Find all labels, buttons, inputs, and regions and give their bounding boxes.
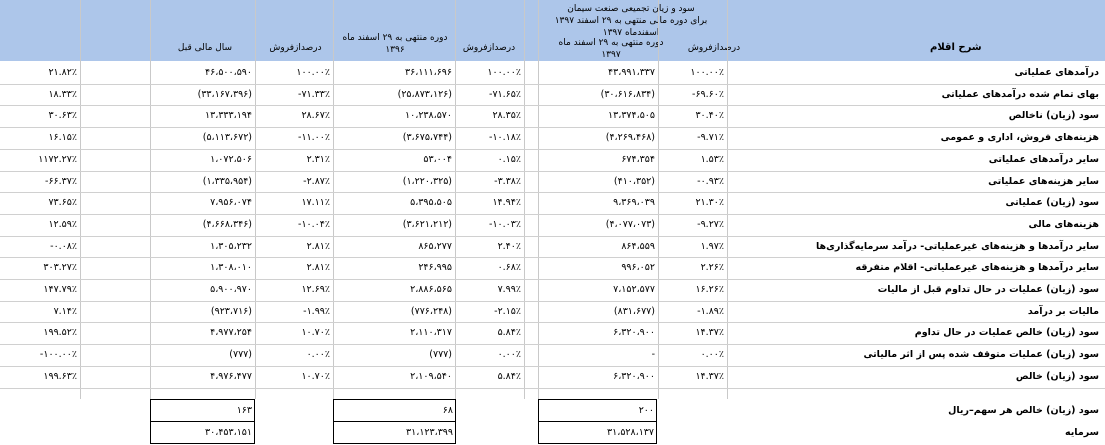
prev-pct-cell: ۲.۸۱٪: [306, 262, 330, 274]
pct-1397-cell: -۱.۸۹٪: [697, 305, 724, 317]
value-1397-cell: (۸۳۱،۶۷۷): [613, 305, 655, 317]
prev-pct-cell: ۱۲.۶۹٪: [301, 284, 330, 295]
row-label: سود (زیان) عملیاتی: [1005, 197, 1099, 209]
prev-value-cell: (۷۷۷): [229, 349, 252, 361]
value-1396-cell: ۸۶۵،۲۷۷: [418, 240, 452, 252]
change-cell: -۱۰۰.۰۰٪: [39, 349, 77, 361]
value-1397-cell: (۳۰،۶۱۶،۸۳۴): [600, 88, 655, 100]
prev-pct-cell: ۲.۳۱٪: [306, 153, 330, 165]
row-label: بهای تمام شده درآمدهای عملیاتی: [941, 88, 1099, 100]
row-label: سود (زیان) ناخالص: [1008, 110, 1099, 122]
change-cell: ۱۹۹.۵۲٪: [43, 327, 77, 339]
pct-1397-cell: -۶۹.۶۰٪: [692, 88, 724, 100]
prev-value-cell: ۴۶،۵۰۰،۵۹۰: [205, 67, 252, 78]
pct-1397-cell: ۲۱.۳۰٪: [695, 197, 724, 209]
value-1396-cell: (۱،۲۲۰،۳۲۵): [402, 175, 452, 187]
row-label: مالیات بر درآمد: [1027, 305, 1099, 317]
footer-label: سود (زیان) خالص هر سهم–ریال: [948, 405, 1099, 416]
prev-value-cell: ۱،۳۰۸،۰۱۰: [210, 262, 252, 274]
value-1396-cell: (۳،۶۲۱،۲۱۲): [402, 218, 452, 230]
pct-1397-cell: ۱۴.۳۷٪: [695, 327, 724, 339]
pct-1397-cell: ۳۰.۴۰٪: [695, 110, 724, 122]
column-header-items: شرح اقلام: [930, 42, 982, 53]
prev-value-cell: (۳۳،۱۶۷،۳۹۶): [197, 88, 252, 100]
footer-value-prev: ۱۶۳: [236, 405, 252, 416]
pct-1396-cell: ۷.۹۹٪: [497, 284, 521, 295]
prev-value-cell: ۱۳،۳۳۳،۱۹۴: [205, 110, 252, 122]
footer-value-1396: ۳۱،۱۲۳،۳۹۹: [406, 427, 453, 438]
pct-1396-cell: ۲.۴۰٪: [497, 240, 521, 252]
row-label: سود (زیان) خالص: [1015, 370, 1099, 382]
value-1396-cell: (۷۷۷): [429, 349, 452, 361]
pct-1397-cell: ۱۶.۲۶٪: [695, 284, 724, 295]
pct-1397-cell: ۱.۵۳٪: [700, 153, 724, 165]
footer-value-1397: ۲۰۰: [638, 405, 654, 416]
value-1396-cell: ۵۳،۰۰۴: [423, 153, 452, 165]
change-cell: ۳۰.۶۳٪: [48, 110, 77, 122]
value-1396-cell: (۷۷۶،۲۴۸): [410, 305, 452, 317]
pct-1396-cell: ۰.۱۵٪: [497, 153, 521, 165]
prev-value-cell: (۱،۳۳۵،۹۵۴): [202, 175, 252, 187]
prev-pct-cell: ۱۷.۱۱٪: [301, 197, 330, 209]
prev-pct-cell: ۱۰.۷۰٪: [301, 370, 330, 382]
pct-1397-cell: ۰.۰۰٪: [700, 349, 724, 361]
prev-pct-cell: -۲.۸۷٪: [303, 175, 330, 187]
pct-1397-cell: ۱۰۰.۰۰٪: [690, 67, 724, 78]
change-cell: ۱۲.۵۹٪: [48, 218, 77, 230]
pct-1396-cell: ۱۴.۹۴٪: [492, 197, 521, 209]
column-header-pct-1397: درصدازفروش: [687, 43, 741, 53]
value-1396-cell: ۵،۳۹۵،۵۰۵: [410, 197, 452, 209]
pct-1396-cell: -۱۰.۰۳٪: [489, 218, 521, 230]
col-1396-line1: دوره منتهی به ۲۹ اسفند ماه: [342, 33, 448, 43]
value-1396-cell: (۳،۶۷۵،۷۴۴): [402, 132, 452, 144]
change-cell: -۶۶.۳۷٪: [45, 175, 77, 187]
pct-1396-cell: ۵.۸۴٪: [497, 370, 521, 382]
value-1396-cell: ۳۶،۱۱۱،۶۹۶: [405, 67, 452, 78]
row-label: سود (زیان) عملیات در حال تداوم قبل از مالیات: [877, 284, 1099, 295]
change-cell: ۱۴۷.۷۹٪: [43, 284, 77, 295]
change-cell: ۲۱.۸۲٪: [48, 67, 77, 78]
value-1396-cell: ۲،۸۸۶،۵۶۵: [410, 284, 452, 295]
change-cell: ۷۳.۶۵٪: [48, 197, 77, 209]
value-1396-cell: ۲،۱۱۰،۳۱۷: [410, 327, 452, 339]
grid-line: [0, 388, 1105, 389]
value-1397-cell: (۴،۰۷۷،۰۷۳): [605, 218, 655, 230]
prev-value-cell: ۱،۳۰۵،۲۳۲: [210, 240, 252, 252]
value-1397-cell: ۴۳،۹۹۱،۳۳۷: [608, 67, 655, 78]
footer-value-1396: ۶۸: [442, 405, 453, 416]
value-1397-cell: ۶۷۴،۳۵۴: [621, 153, 655, 165]
prev-value-cell: ۴،۹۷۶،۴۷۷: [210, 370, 252, 382]
row-label: درآمدهای عملیاتی: [1014, 67, 1099, 78]
report-title: [538, 3, 724, 39]
grid-line: [524, 0, 525, 399]
prev-value-cell: (۵،۱۱۳،۶۷۲): [202, 132, 252, 144]
prev-value-cell: (۴،۶۶۸،۳۴۶): [202, 218, 252, 230]
value-1397-cell: ۹،۳۶۹،۰۳۹: [613, 197, 655, 209]
column-header-1397: [538, 37, 684, 61]
row-label: سایر درآمدهای عملیاتی: [988, 153, 1099, 165]
grid-line: [80, 0, 81, 399]
prev-pct-cell: ۰.۰۰٪: [306, 349, 330, 361]
pct-1397-cell: -۹.۷۱٪: [697, 132, 724, 144]
value-1397-cell: ۷،۱۵۲،۵۷۷: [613, 284, 655, 295]
prev-pct-cell: -۷۱.۳۳٪: [298, 88, 330, 100]
column-header-pct-prev: درصدازفروش: [269, 43, 322, 53]
prev-value-cell: ۷،۹۵۶،۰۷۴: [210, 197, 252, 209]
column-header-prev: سال مالی قبل: [177, 43, 233, 53]
pct-1397-cell: -۰.۹۳٪: [697, 175, 724, 187]
pct-1396-cell: ۱۰۰.۰۰٪: [487, 67, 521, 78]
row-label: هزینه‌های فروش، اداری و عمومی: [940, 132, 1099, 144]
change-cell: ۱۱۷۲.۲۷٪: [38, 153, 77, 165]
pct-1396-cell: ۰.۶۸٪: [497, 262, 521, 274]
pct-1396-cell: -۷۱.۶۵٪: [489, 88, 521, 100]
change-cell: ۷.۱۴٪: [53, 305, 77, 317]
change-cell: ۳۰۳.۲۷٪: [43, 262, 77, 274]
footer-value-prev: ۳۰،۴۵۳،۱۵۱: [205, 427, 252, 438]
pct-1397-cell: ۱۴.۳۷٪: [695, 370, 724, 382]
value-1397-cell: (۴،۲۶۹،۴۶۸): [605, 132, 655, 144]
prev-value-cell: (۹۲۳،۷۱۶): [210, 305, 252, 317]
row-label: سایر درآمدها و هزینه‌های غیرعملیاتی- اقلام متفرقه: [855, 262, 1099, 274]
value-1397-cell: ۸۶۴،۵۵۹: [621, 240, 655, 252]
row-label: سایر درآمدها و هزینه‌های غیرعملیاتی- درآمد سرمایه‌گذاری‌ها: [815, 240, 1099, 252]
prev-pct-cell: ۱۰۰.۰۰٪: [296, 67, 330, 78]
value-1397-cell: ۶،۳۲۰،۹۰۰: [613, 327, 655, 339]
pct-1396-cell: -۳.۳۸٪: [494, 175, 521, 187]
pct-1397-cell: -۹.۲۷٪: [697, 218, 724, 230]
prev-pct-cell: -۱.۹۹٪: [303, 305, 330, 317]
pct-1396-cell: -۲.۱۵٪: [494, 305, 521, 317]
value-1396-cell: (۲۵،۸۷۳،۱۲۶): [397, 88, 452, 100]
row-label: هزینه‌های مالی: [1028, 218, 1099, 230]
value-1397-cell: ۱۳،۳۷۴،۵۰۵: [608, 110, 655, 122]
prev-value-cell: ۱،۰۷۲،۵۰۶: [210, 153, 252, 165]
table-header: [0, 0, 1105, 61]
col-1397-line2: ۱۳۹۷: [601, 50, 621, 60]
value-1397-cell: (۴۱۰،۳۵۲): [613, 175, 655, 187]
prev-pct-cell: ۲۸.۶۷٪: [301, 110, 330, 122]
footer-label: سرمایه: [1064, 427, 1099, 438]
row-label: سود (زیان) خالص عملیات در حال تداوم: [914, 327, 1099, 339]
change-cell: -۰.۰۸٪: [50, 240, 77, 252]
row-label: سود (زیان) عملیات متوقف شده پس از اثر مالیاتی: [863, 349, 1099, 361]
column-header-pct-1396: درصدازفروش: [462, 43, 516, 53]
prev-pct-cell: -۱۱.۰۰٪: [298, 132, 330, 144]
footer-value-1397: ۳۱،۵۲۸،۱۳۷: [607, 427, 654, 438]
title-line-2: برای دوره مالی منتهی به ۲۹ اسفند ۱۳۹۷: [554, 16, 708, 26]
pct-1396-cell: ۰.۰۰٪: [497, 349, 521, 361]
prev-value-cell: ۴،۹۷۷،۲۵۴: [210, 327, 252, 339]
change-cell: ۱۸.۳۳٪: [48, 88, 77, 100]
prev-pct-cell: ۲.۸۱٪: [306, 240, 330, 252]
pct-1396-cell: -۱۰.۱۸٪: [489, 132, 521, 144]
row-label: سایر هزینه‌های عملیاتی: [988, 175, 1099, 187]
value-1396-cell: ۲،۱۰۹،۵۴۰: [410, 370, 452, 382]
change-cell: ۱۹۹.۶۳٪: [43, 370, 77, 382]
value-1397-cell: ۹۹۶،۰۵۲: [621, 262, 655, 274]
value-1397-cell: -: [651, 349, 655, 361]
col-1397-line1: دوره منتهی به ۲۹ اسفند ماه: [558, 38, 664, 48]
value-1396-cell: ۲۴۶،۹۹۵: [418, 262, 452, 274]
pct-1396-cell: ۲۸.۳۵٪: [492, 110, 521, 122]
prev-pct-cell: ۱۰.۷۰٪: [301, 327, 330, 339]
column-header-1396: [335, 32, 455, 56]
title-line-3: اسفندماه ۱۳۹۷: [602, 28, 660, 38]
col-1396-line2: ۱۳۹۶: [385, 45, 405, 55]
pct-1397-cell: ۲.۲۶٪: [700, 262, 724, 274]
prev-value-cell: ۵،۹۰۰،۹۷۰: [210, 284, 252, 295]
value-1396-cell: ۱۰،۲۳۸،۵۷۰: [405, 110, 452, 122]
title-line-1: سود و زیان تجمیعی صنعت سیمان: [567, 4, 695, 14]
prev-pct-cell: -۱۰.۰۴٪: [298, 218, 330, 230]
pct-1396-cell: ۵.۸۴٪: [497, 327, 521, 339]
change-cell: ۱۶.۱۵٪: [48, 132, 77, 144]
value-1397-cell: ۶،۳۲۰،۹۰۰: [613, 370, 655, 382]
pct-1397-cell: ۱.۹۷٪: [700, 240, 724, 252]
